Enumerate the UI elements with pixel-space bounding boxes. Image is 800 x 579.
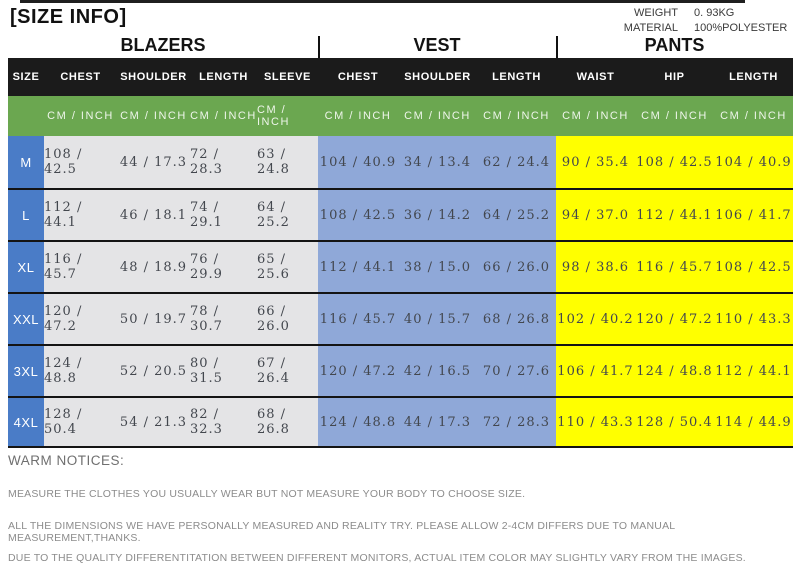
- size-cell: 3XL: [8, 346, 44, 396]
- table-row-l: [8, 188, 793, 240]
- size-table: [8, 58, 793, 448]
- col-header-length-vest: LENGTH: [492, 71, 541, 83]
- value-cell-blazer: 63 / 24.8: [257, 136, 318, 188]
- col-header-shoulder-vest: SHOULDER: [404, 71, 471, 83]
- value-cell-vest: 44 / 17.3: [398, 398, 477, 446]
- value-cell-pants: 112 / 44.1: [635, 190, 714, 240]
- value-cell-blazer: 128 / 50.4: [44, 398, 117, 446]
- units-cell: CM / INCH: [720, 110, 787, 122]
- value-cell-pants: 120 / 47.2: [635, 294, 714, 344]
- col-header-hip-pants: HIP: [664, 71, 685, 83]
- page-title: [SIZE INFO]: [10, 6, 127, 28]
- value-cell-blazer: 46 / 18.1: [117, 190, 190, 240]
- units-row: [8, 96, 793, 136]
- size-cell: 4XL: [8, 398, 44, 446]
- col-header-length-blazer: LENGTH: [199, 71, 248, 83]
- product-meta: [624, 7, 794, 34]
- value-cell-blazer: 112 / 44.1: [44, 190, 117, 240]
- value-cell-blazer: 50 / 19.7: [117, 294, 190, 344]
- value-cell-vest: 70 / 27.6: [477, 346, 556, 396]
- value-cell-blazer: 76 / 29.9: [190, 242, 257, 292]
- notice-line-3: DUE TO THE QUALITY DIFFERENTITATION BETWEEN DIFFERENT MONITORS, ACTUAL ITEM COLOR MAY SLIGHTLY VARY FROM THE IMAGES.: [8, 552, 746, 564]
- value-cell-blazer: 74 / 29.1: [190, 190, 257, 240]
- col-header-waist-pants: WAIST: [576, 71, 615, 83]
- group-title-pants: PANTS: [644, 35, 705, 55]
- col-header-length-pants: LENGTH: [729, 71, 778, 83]
- units-cell: CM / INCH: [190, 110, 257, 122]
- units-cell: CM / INCH: [562, 110, 629, 122]
- meta-label-material: MATERIAL: [623, 22, 678, 34]
- group-divider-vest-pants: [556, 36, 558, 60]
- value-cell-vest: 38 / 15.0: [398, 242, 477, 292]
- units-cell: CM / INCH: [483, 110, 550, 122]
- meta-label-weight: WEIGHT: [634, 7, 678, 19]
- value-cell-vest: 112 / 44.1: [318, 242, 398, 292]
- size-cell: M: [8, 136, 44, 188]
- units-cell-empty: [8, 96, 44, 136]
- notices-heading: WARM NOTICES:: [8, 453, 125, 468]
- value-cell-pants: 114 / 44.9: [714, 398, 793, 446]
- group-title-blazers: BLAZERS: [120, 35, 206, 55]
- col-header-shoulder-blazer: SHOULDER: [120, 71, 187, 83]
- value-cell-vest: 68 / 26.8: [477, 294, 556, 344]
- table-row-m: [8, 136, 793, 188]
- value-cell-vest: 64 / 25.2: [477, 190, 556, 240]
- units-cell: CM / INCH: [257, 104, 290, 128]
- value-cell-blazer: 65 / 25.6: [257, 242, 318, 292]
- table-row-xl: [8, 240, 793, 292]
- value-cell-vest: 104 / 40.9: [318, 136, 398, 188]
- table-header-row: [8, 58, 793, 96]
- value-cell-vest: 116 / 45.7: [318, 294, 398, 344]
- value-cell-blazer: 48 / 18.9: [117, 242, 190, 292]
- value-cell-pants: 90 / 35.4: [556, 136, 635, 188]
- table-row-xxl: [8, 292, 793, 344]
- value-cell-blazer: 44 / 17.3: [117, 136, 190, 188]
- value-cell-pants: 108 / 42.5: [714, 242, 793, 292]
- value-cell-blazer: 64 / 25.2: [257, 190, 318, 240]
- size-cell: XXL: [8, 294, 44, 344]
- col-header-sleeve-blazer: SLEEVE: [263, 71, 311, 83]
- value-cell-pants: 124 / 48.8: [635, 346, 714, 396]
- units-cell: CM / INCH: [404, 110, 471, 122]
- value-cell-vest: 36 / 14.2: [398, 190, 477, 240]
- units-cell: CM / INCH: [324, 110, 392, 122]
- value-cell-pants: 112 / 44.1: [714, 346, 793, 396]
- group-title-vest: VEST: [413, 35, 461, 55]
- value-cell-blazer: 68 / 26.8: [257, 398, 318, 446]
- value-cell-vest: 42 / 16.5: [398, 346, 477, 396]
- units-cell: CM / INCH: [120, 110, 187, 122]
- value-cell-blazer: 80 / 31.5: [190, 346, 257, 396]
- value-cell-pants: 110 / 43.3: [556, 398, 635, 446]
- value-cell-blazer: 116 / 45.7: [44, 242, 117, 292]
- units-cell: CM / INCH: [641, 110, 708, 122]
- value-cell-blazer: 66 / 26.0: [257, 294, 318, 344]
- value-cell-pants: 110 / 43.3: [714, 294, 793, 344]
- value-cell-pants: 102 / 40.2: [556, 294, 635, 344]
- group-divider-blazers-vest: [318, 36, 320, 60]
- value-cell-pants: 108 / 42.5: [635, 136, 714, 188]
- value-cell-blazer: 67 / 26.4: [257, 346, 318, 396]
- value-cell-vest: 66 / 26.0: [477, 242, 556, 292]
- size-cell: XL: [8, 242, 44, 292]
- value-cell-pants: 106 / 41.7: [556, 346, 635, 396]
- meta-value-material: 100%POLYESTER: [694, 22, 788, 34]
- col-header-chest-vest: CHEST: [337, 71, 379, 83]
- value-cell-pants: 128 / 50.4: [635, 398, 714, 446]
- value-cell-vest: 34 / 13.4: [398, 136, 477, 188]
- notice-line-2: ALL THE DIMENSIONS WE HAVE PERSONALLY MEASURED AND REALITY TRY. PLEASE ALLOW 2-4CM DIFFERS DUE TO MANUAL MEASUREMENT,THANKS.: [8, 520, 675, 544]
- value-cell-vest: 124 / 48.8: [318, 398, 398, 446]
- value-cell-vest: 72 / 28.3: [477, 398, 556, 446]
- value-cell-vest: 120 / 47.2: [318, 346, 398, 396]
- value-cell-vest: 108 / 42.5: [318, 190, 398, 240]
- value-cell-blazer: 54 / 21.3: [117, 398, 190, 446]
- table-row-4xl: [8, 396, 793, 448]
- value-cell-blazer: 72 / 28.3: [190, 136, 257, 188]
- value-cell-vest: 62 / 24.4: [477, 136, 556, 188]
- top-divider-line: [20, 0, 745, 3]
- notice-line-1: MEASURE THE CLOTHES YOU USUALLY WEAR BUT NOT MEASURE YOUR BODY TO CHOOSE SIZE.: [8, 488, 526, 500]
- value-cell-blazer: 78 / 30.7: [190, 294, 257, 344]
- value-cell-pants: 98 / 38.6: [556, 242, 635, 292]
- units-cell: CM / INCH: [47, 110, 114, 122]
- table-row-3xl: [8, 344, 793, 396]
- value-cell-blazer: 108 / 42.5: [44, 136, 117, 188]
- value-cell-pants: 106 / 41.7: [714, 190, 793, 240]
- value-cell-blazer: 82 / 32.3: [190, 398, 257, 446]
- value-cell-pants: 116 / 45.7: [635, 242, 714, 292]
- col-header-chest-blazer: CHEST: [60, 71, 101, 83]
- value-cell-blazer: 120 / 47.2: [44, 294, 117, 344]
- value-cell-vest: 40 / 15.7: [398, 294, 477, 344]
- value-cell-pants: 104 / 40.9: [714, 136, 793, 188]
- col-header-size: SIZE: [12, 71, 40, 83]
- value-cell-blazer: 52 / 20.5: [117, 346, 190, 396]
- value-cell-blazer: 124 / 48.8: [44, 346, 117, 396]
- meta-value-weight: 0. 93KG: [694, 7, 735, 19]
- value-cell-pants: 94 / 37.0: [556, 190, 635, 240]
- size-cell: L: [8, 190, 44, 240]
